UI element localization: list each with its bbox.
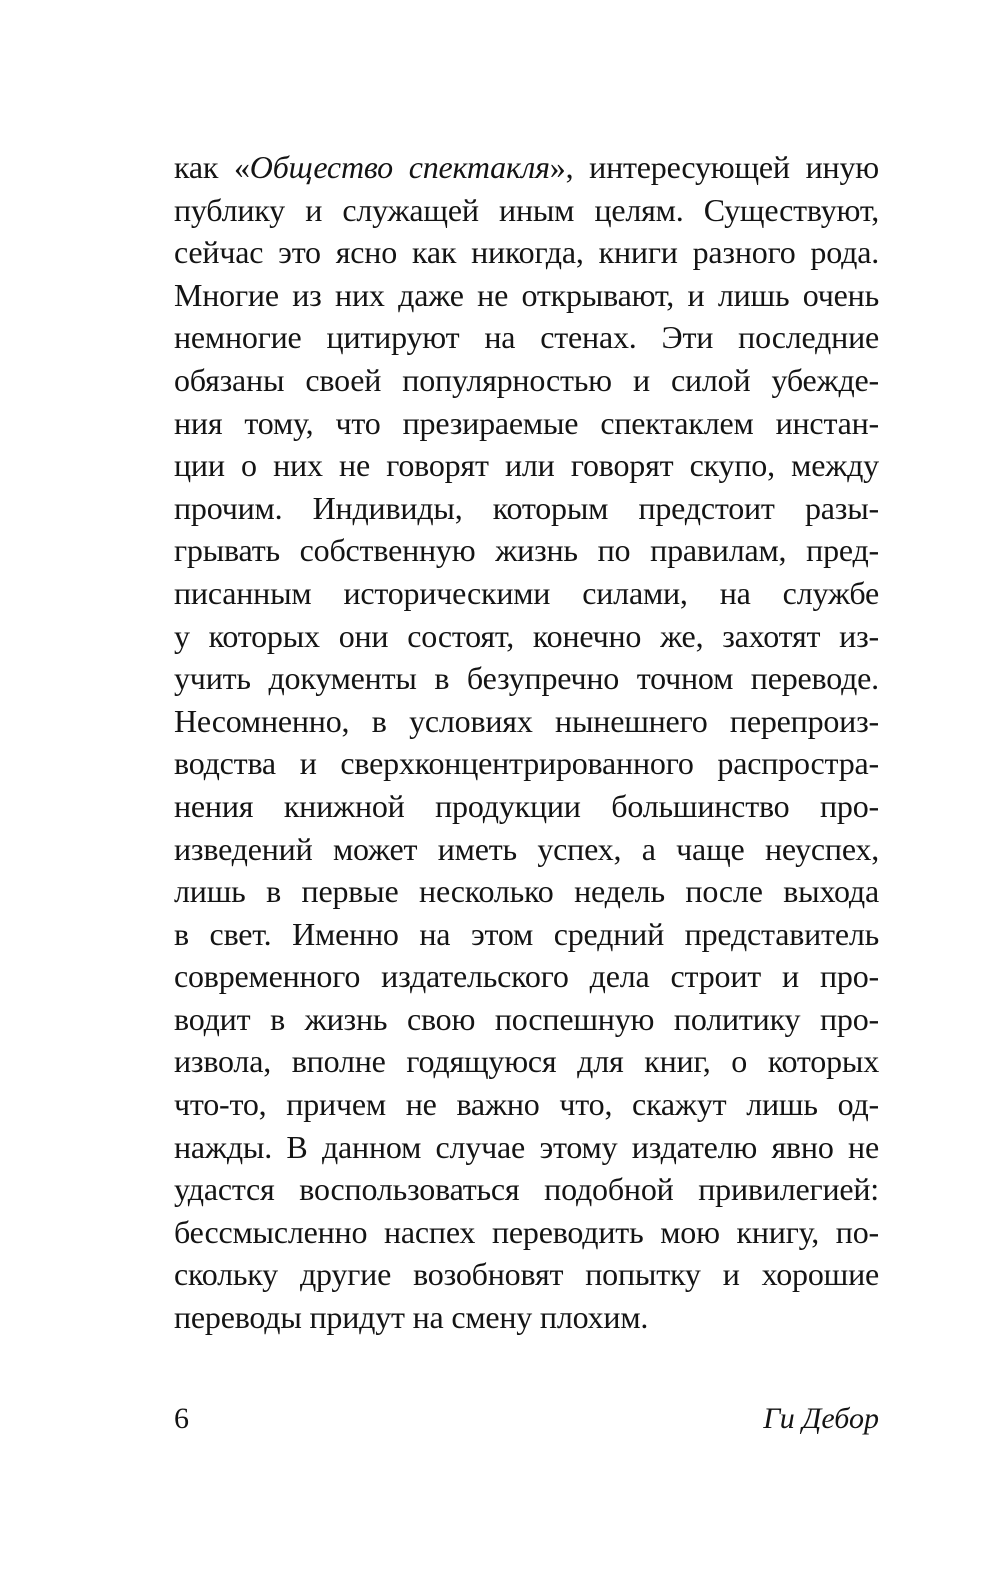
text-line: что-то, причем не важно что, скажут лишь од- <box>174 1086 879 1123</box>
page-footer <box>174 1401 879 1437</box>
page-number: 6 <box>174 1402 189 1435</box>
running-author: Ги Дебор <box>763 1402 879 1435</box>
text-line-last: переводы придут на смену плохим. <box>174 1299 649 1336</box>
line1-segment-post: », интересующей иную <box>549 149 879 185</box>
line1-segment-pre: как « <box>174 149 250 185</box>
book-title-italic: Общество спектакля <box>249 149 550 185</box>
paragraph-continuation <box>174 146 879 1339</box>
text-line: у которых они состоят, конечно же, захотят из- <box>174 617 879 654</box>
text-line: немногие цитируют на стенах. Эти последние <box>174 319 879 356</box>
text-line: бессмысленно наспех переводить мою книгу, по- <box>174 1213 879 1250</box>
text-line: водит в жизнь свою поспешную политику про- <box>174 1000 879 1037</box>
text-line: современного издательского дела строит и про- <box>174 958 879 995</box>
text-line: учить документы в безупречно точном переводе. <box>174 660 879 697</box>
text-line: скольку другие возобновят попытку и хорошие <box>174 1256 879 1293</box>
text-line: грывать собственную жизнь по правилам, пред- <box>174 532 879 569</box>
text-line: изведений может иметь успех, а чаще неуспех, <box>174 830 879 867</box>
text-line: нения книжной продукции большинство про- <box>174 787 879 824</box>
text-line: извола, вполне годящуюся для книг, о которых <box>174 1043 879 1080</box>
text-line: нажды. В данном случае этому издателю явно не <box>174 1128 879 1165</box>
text-line: лишь в первые несколько недель после выхода <box>174 873 879 910</box>
text-line: писанным историческими силами, на службе <box>174 574 879 611</box>
text-line: обязаны своей популярностью и силой убежде- <box>174 361 879 398</box>
text-line: ния тому, что презираемые спектаклем инстан- <box>174 404 879 441</box>
text-line: ции о них не говорят или говорят скупо, между <box>174 447 879 484</box>
text-line: в свет. Именно на этом средний представитель <box>174 915 879 952</box>
text-line <box>174 146 879 189</box>
text-line: удастся воспользоваться подобной привилегией: <box>174 1171 879 1208</box>
text-line: водства и сверхконцентрированного распростра- <box>174 745 879 782</box>
text-line: публику и служащей иным целям. Существуют, <box>174 191 879 228</box>
text-line: сейчас это ясно как никогда, книги разного рода. <box>174 234 879 271</box>
text-line: Несомненно, в условиях нынешнего перепроиз- <box>174 702 879 739</box>
text-line: Многие из них даже не открывают, и лишь очень <box>174 276 879 313</box>
text-line: прочим. Индивиды, которым предстоит разы- <box>174 489 879 526</box>
